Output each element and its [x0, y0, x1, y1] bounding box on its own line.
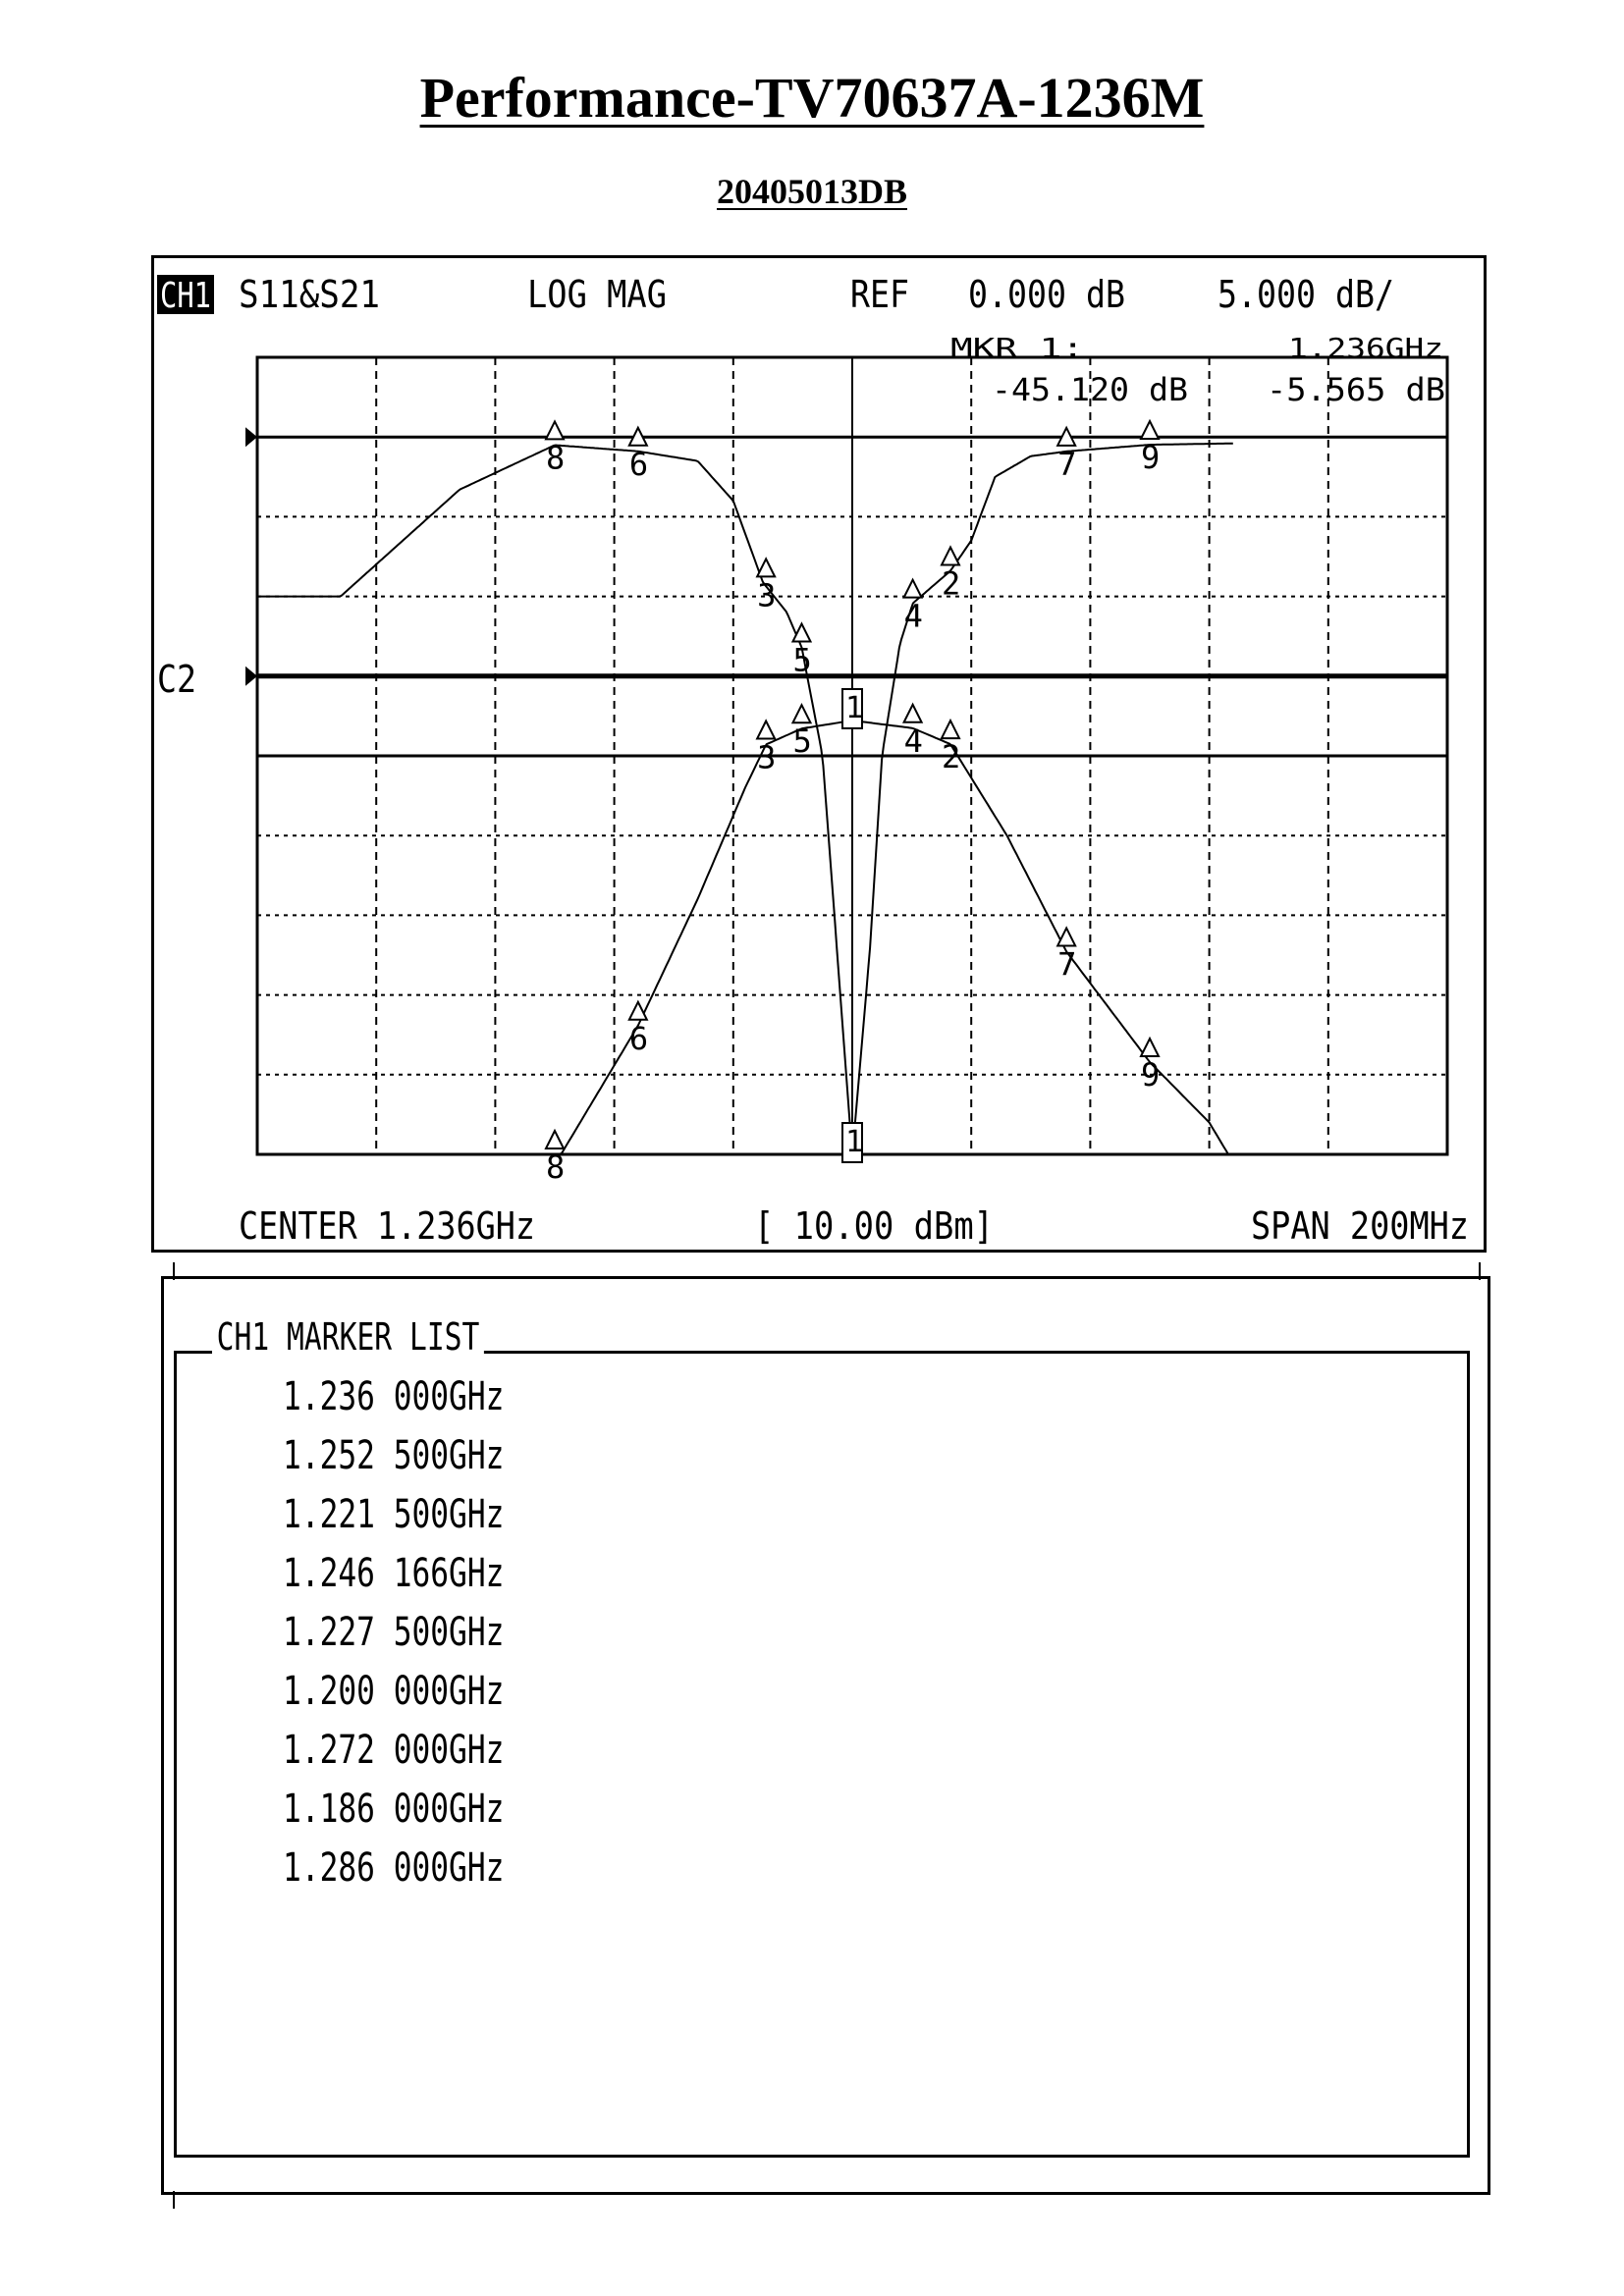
marker-label-s21-8: 8: [546, 1148, 566, 1186]
ref-pointer-s11-icon: [245, 427, 257, 447]
marker-header: MKR 1:: [950, 332, 1084, 364]
marker-label-s21-2: 2: [941, 738, 961, 776]
plot-grid: [245, 357, 1447, 1154]
marker-list-freq: 1.272 000GHz: [283, 1728, 505, 1773]
page-subtitle: 20405013DB: [716, 172, 907, 211]
marker-triangle-icon: [546, 1131, 564, 1148]
marker-triangle-icon: [792, 705, 810, 722]
marker-readout-s11: -45.120 dB: [992, 371, 1188, 408]
marker-label-s11-6: 6: [628, 445, 649, 483]
marker-label-s21-9: 9: [1141, 1056, 1161, 1095]
trace-s11: [257, 444, 1233, 1153]
marker-label-s11-5: 5: [792, 641, 812, 679]
c2-label: C2: [157, 658, 196, 701]
channel-badge: CH1: [160, 276, 211, 316]
ref-label: REF: [850, 273, 909, 316]
marker-label-s11-4: 4: [903, 597, 923, 635]
ref-value: 0.000 dB: [968, 273, 1125, 316]
marker-triangle-icon: [942, 548, 959, 565]
marker-label-s11-3: 3: [757, 576, 777, 614]
span-label: SPAN 200MHz: [1251, 1204, 1469, 1248]
marker-label-s11-8: 8: [546, 439, 566, 477]
scale-value: 5.000 dB/: [1218, 273, 1394, 316]
marker-list-freq: 1.286 000GHz: [283, 1845, 505, 1891]
source-power-label: [ 10.00 dBm]: [754, 1204, 994, 1248]
marker-list-freq: 1.221 500GHz: [283, 1492, 505, 1537]
marker-label-s21-3: 3: [757, 738, 777, 776]
center-frequency-label: CENTER 1.236GHz: [239, 1204, 535, 1248]
marker-triangle-icon: [1057, 928, 1075, 945]
marker-readout-s21: -5.565 dB: [1267, 371, 1445, 408]
marker-list-freq: 1.227 500GHz: [283, 1610, 505, 1655]
ref-pointer-s21-icon: [245, 667, 257, 686]
marker-triangle-icon: [757, 559, 775, 576]
marker-list-freq: 1.246 166GHz: [283, 1551, 505, 1596]
marker-list-freq: 1.236 000GHz: [283, 1374, 505, 1419]
marker-label-s21-6: 6: [628, 1019, 649, 1057]
marker-triangle-icon: [904, 580, 922, 598]
marker-triangle-icon: [942, 721, 959, 738]
measurement-label: S11&S21: [239, 273, 380, 316]
marker-label-s21-4: 4: [903, 721, 923, 760]
marker-triangle-icon: [904, 705, 922, 722]
marker-label-s21-1: 1: [845, 690, 864, 725]
marker-triangle-icon: [546, 421, 564, 439]
marker-label-s21-7: 7: [1057, 945, 1077, 984]
marker-triangle-icon: [757, 721, 775, 738]
marker-readout-freq: 1.236GHz: [1288, 332, 1443, 364]
marker-list-freq: 1.252 500GHz: [283, 1433, 505, 1478]
format-label: LOG MAG: [527, 273, 667, 316]
marker-triangle-icon: [1141, 1039, 1159, 1056]
marker-label-s11-9: 9: [1141, 439, 1161, 477]
marker-label-s11-7: 7: [1057, 445, 1077, 483]
marker-label-s11-2: 2: [941, 564, 961, 603]
marker-label-s21-5: 5: [792, 722, 812, 761]
marker-triangle-icon: [1141, 421, 1159, 439]
marker-list-freq: 1.200 000GHz: [283, 1669, 505, 1714]
marker-list-freq: 1.186 000GHz: [283, 1787, 505, 1832]
marker-label-s11-1: 1: [845, 1125, 864, 1159]
page-title: Performance-TV70637A-1236M: [419, 66, 1205, 130]
marker-list-title: CH1 MARKER LIST: [212, 1315, 484, 1359]
